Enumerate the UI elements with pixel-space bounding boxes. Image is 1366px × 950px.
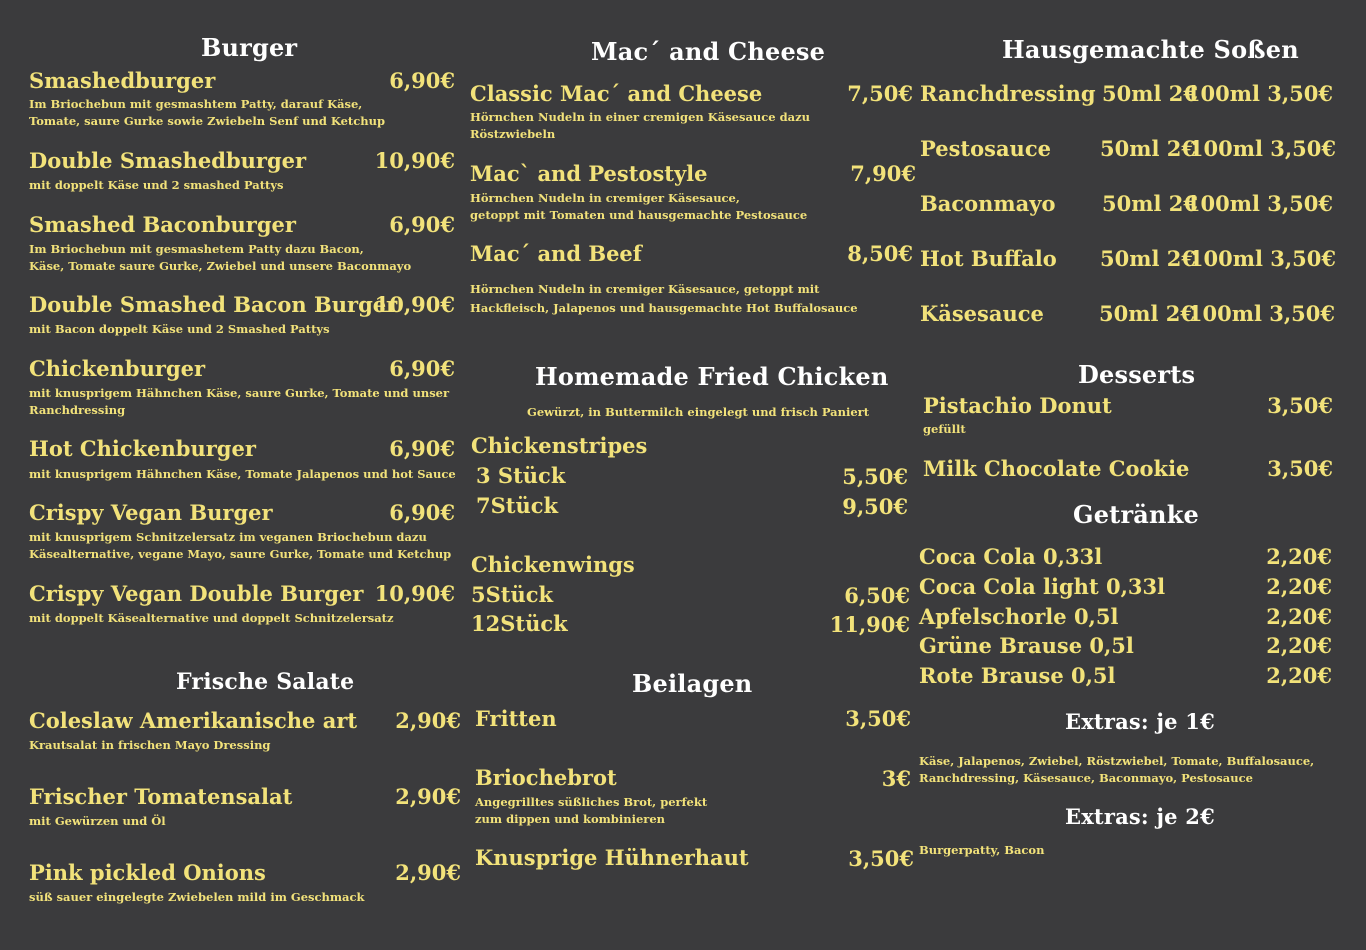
extras1-line: Ranchdressing, Käsesauce, Baconmayo, Pestosauce <box>919 771 1253 785</box>
burger-item-desc: mit doppelt Käsealternative und doppelt Schnitzelersatz <box>29 611 394 625</box>
drink-price: 2,20€ <box>1266 604 1332 629</box>
sauces-heading: Hausgemachte Soßen <box>1002 35 1299 64</box>
mac-item-price: 7,50€ <box>847 81 913 106</box>
chicken-portion-price: 5,50€ <box>842 464 908 489</box>
mac-item-price: 7,90€ <box>850 161 916 186</box>
sauce-name: Ranchdressing <box>920 81 1096 106</box>
sauce-name: Pestosauce <box>920 136 1051 161</box>
burger-heading: Burger <box>201 33 298 62</box>
drink-price: 2,20€ <box>1266 574 1332 599</box>
extras2-line: Burgerpatty, Bacon <box>919 843 1045 857</box>
extras2-heading: Extras: je 2€ <box>1065 804 1215 829</box>
side-item-desc: zum dippen und kombinieren <box>475 812 666 826</box>
sauce-large-price: 100ml 3,50€ <box>1187 301 1335 326</box>
salad-item-price: 2,90€ <box>395 708 461 733</box>
chicken-portion-price: 6,50€ <box>844 583 910 608</box>
chicken-portion-label: 7Stück <box>476 493 559 518</box>
chicken-portion-label: 3 Stück <box>476 463 566 488</box>
drink-name: Rote Brause 0,5l <box>919 663 1116 688</box>
sauce-name: Käsesauce <box>920 301 1044 326</box>
burger-item-name: Double Smashed Bacon Burger <box>29 292 398 317</box>
burger-item-desc: Im Briochebun mit gesmashetem Patty dazu Bacon, <box>29 242 364 256</box>
sauce-small-price: 50ml 2€ <box>1102 191 1198 216</box>
chicken-portion-label: 12Stück <box>471 611 568 636</box>
drink-price: 2,20€ <box>1266 633 1332 658</box>
drink-name: Grüne Brause 0,5l <box>919 633 1134 658</box>
drink-name: Coca Cola light 0,33l <box>919 574 1166 599</box>
chicken-subheading: Gewürzt, in Buttermilch eingelegt und frisch Paniert <box>527 405 870 419</box>
burger-item-price: 6,90€ <box>389 436 455 461</box>
burger-item-desc: Käse, Tomate saure Gurke, Zwiebel und unsere Baconmayo <box>29 259 412 273</box>
salads-heading: Frische Salate <box>176 669 355 695</box>
burger-item-name: Double Smashedburger <box>29 148 307 173</box>
extras1-line: Käse, Jalapenos, Zwiebel, Röstzwiebel, Tomate, Buffalosauce, <box>919 754 1315 768</box>
sauce-large-price: 100ml 3,50€ <box>1185 191 1333 216</box>
burger-item-desc: Im Briochebun mit gesmashtem Patty, darauf Käse, <box>29 97 363 111</box>
dessert-price: 3,50€ <box>1267 393 1333 418</box>
chickenstripes-title: Chickenstripes <box>471 433 648 458</box>
salad-item-price: 2,90€ <box>395 860 461 885</box>
mac-item-name: Mac´ and Beef <box>470 241 642 266</box>
burger-item-price: 10,90€ <box>374 581 455 606</box>
sauce-small-price: 50ml 2€ <box>1099 301 1195 326</box>
chicken-portion-price: 9,50€ <box>842 494 908 519</box>
chicken-heading: Homemade Fried Chicken <box>535 362 889 391</box>
drink-price: 2,20€ <box>1266 544 1332 569</box>
burger-item-name: Crispy Vegan Double Burger <box>29 581 364 606</box>
salad-item-desc: mit Gewürzen und Öl <box>29 814 166 828</box>
burger-item-name: Hot Chickenburger <box>29 436 256 461</box>
sides-heading: Beilagen <box>632 669 753 698</box>
burger-item-desc: mit knusprigem Hähnchen Käse, Tomate Jalapenos und hot Sauce <box>29 467 456 481</box>
drink-name: Coca Cola 0,33l <box>919 544 1103 569</box>
side-item-price: 3,50€ <box>848 846 914 871</box>
burger-item-price: 6,90€ <box>389 500 455 525</box>
dessert-name: Pistachio Donut <box>923 393 1112 418</box>
mac-item-desc: Röstzwiebeln <box>470 127 556 141</box>
mac-heading: Mac´ and Cheese <box>591 37 826 66</box>
extras1-heading: Extras: je 1€ <box>1065 709 1215 734</box>
mac-item-desc: Hackfleisch, Jalapenos und hausgemachte Hot Buffalosauce <box>470 301 858 315</box>
side-item-name: Knusprige Hühnerhaut <box>475 845 749 870</box>
chicken-portion-label: 5Stück <box>471 582 554 607</box>
burger-item-desc: mit knusprigem Hähnchen Käse, saure Gurke, Tomate und unser <box>29 386 450 400</box>
salad-item-desc: süß sauer eingelegte Zwiebelen mild im Geschmack <box>29 890 365 904</box>
burger-item-desc: mit doppelt Käse und 2 smashed Pattys <box>29 178 284 192</box>
burger-item-price: 6,90€ <box>389 356 455 381</box>
sauce-small-price: 50ml 2€ <box>1100 246 1196 271</box>
drinks-heading: Getränke <box>1073 500 1199 529</box>
burger-item-desc: mit Bacon doppelt Käse und 2 Smashed Pattys <box>29 322 330 336</box>
dessert-price: 3,50€ <box>1267 456 1333 481</box>
burger-item-price: 10,90€ <box>374 292 455 317</box>
sauce-large-price: 100ml 3,50€ <box>1188 136 1336 161</box>
side-item-price: 3,50€ <box>845 706 911 731</box>
mac-item-desc: Hörnchen Nudeln in cremiger Käsesauce, getoppt mit <box>470 282 820 296</box>
burger-item-price: 10,90€ <box>374 148 455 173</box>
drink-price: 2,20€ <box>1266 663 1332 688</box>
burger-item-name: Smashedburger <box>29 68 216 93</box>
burger-item-desc: mit knusprigem Schnitzelersatz im veganen Briochebun dazu <box>29 530 427 544</box>
side-item-desc: Angegrilltes süßliches Brot, perfekt <box>475 795 708 809</box>
burger-item-name: Smashed Baconburger <box>29 212 296 237</box>
mac-item-name: Classic Mac´ and Cheese <box>470 81 763 106</box>
burger-item-name: Chickenburger <box>29 356 206 381</box>
dessert-name: Milk Chocolate Cookie <box>923 456 1190 481</box>
salad-item-name: Coleslaw Amerikanische art <box>29 708 358 733</box>
sauce-large-price: 100ml 3,50€ <box>1185 81 1333 106</box>
desserts-heading: Desserts <box>1078 360 1196 389</box>
salad-item-name: Frischer Tomatensalat <box>29 784 293 809</box>
burger-item-desc: Ranchdressing <box>29 403 126 417</box>
burger-item-price: 6,90€ <box>389 68 455 93</box>
sauce-small-price: 50ml 2€ <box>1100 136 1196 161</box>
side-item-name: Fritten <box>475 706 557 731</box>
mac-item-desc: Hörnchen Nudeln in cremiger Käsesauce, <box>470 191 740 205</box>
burger-item-price: 6,90€ <box>389 212 455 237</box>
mac-item-desc: getoppt mit Tomaten und hausgemachte Pestosauce <box>470 208 808 222</box>
burger-item-name: Crispy Vegan Burger <box>29 500 273 525</box>
mac-item-name: Mac` and Pestostyle <box>470 161 708 186</box>
salad-item-price: 2,90€ <box>395 784 461 809</box>
burger-item-desc: Käsealternative, vegane Mayo, saure Gurke, Tomate und Ketchup <box>29 547 452 561</box>
chicken-portion-price: 11,90€ <box>829 612 910 637</box>
mac-item-desc: Hörnchen Nudeln in einer cremigen Käsesauce dazu <box>470 110 810 124</box>
mac-item-price: 8,50€ <box>847 241 913 266</box>
salad-item-desc: Krautsalat in frischen Mayo Dressing <box>29 738 271 752</box>
sauce-name: Baconmayo <box>920 191 1056 216</box>
salad-item-name: Pink pickled Onions <box>29 860 266 885</box>
side-item-price: 3€ <box>881 766 911 791</box>
chickenwings-title: Chickenwings <box>471 552 635 577</box>
sauce-large-price: 100ml 3,50€ <box>1188 246 1336 271</box>
sauce-small-price: 50ml 2€ <box>1102 81 1198 106</box>
burger-item-desc: Tomate, saure Gurke sowie Zwiebeln Senf und Ketchup <box>29 114 386 128</box>
side-item-name: Briochebrot <box>475 765 617 790</box>
dessert-desc: gefüllt <box>923 422 966 436</box>
sauce-name: Hot Buffalo <box>920 246 1057 271</box>
drink-name: Apfelschorle 0,5l <box>919 604 1119 629</box>
